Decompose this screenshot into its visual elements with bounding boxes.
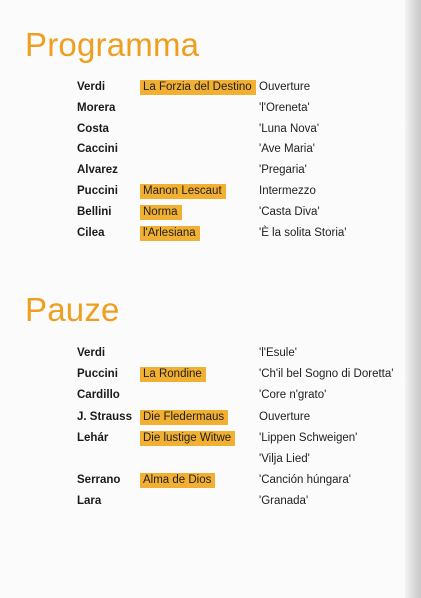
pauze-row xyxy=(0,388,405,408)
composer-name: Cilea xyxy=(77,226,105,239)
piece-title: Ouverture xyxy=(259,81,311,93)
opera-title-highlight: Norma xyxy=(140,205,182,220)
composer-name: Serrano xyxy=(77,474,121,487)
composer-name: Puccini xyxy=(77,185,118,197)
composer-name: Bellini xyxy=(77,205,112,218)
programma-row xyxy=(0,142,405,162)
programma-row xyxy=(0,205,405,225)
opera-title-highlight: Die Fledermaus xyxy=(140,410,228,425)
piece-title: 'Canción húngara' xyxy=(259,474,351,487)
composer-name: J. Strauss xyxy=(77,410,132,423)
programma-row xyxy=(0,101,405,121)
piece-title: 'Casta Diva' xyxy=(259,205,320,218)
composer-name: Cardillo xyxy=(77,389,120,402)
opera-title-highlight: Alma de Dios xyxy=(140,473,215,488)
piece-title: 'Pregaria' xyxy=(259,164,307,177)
composer-name: Lara xyxy=(77,495,102,508)
programma-row xyxy=(0,184,405,204)
piece-title: 'l'Esule' xyxy=(259,347,297,359)
programma-row xyxy=(0,226,405,246)
pauze-row xyxy=(0,431,405,451)
piece-title: 'Core n'grato' xyxy=(259,389,327,402)
composer-name: Lehár xyxy=(77,431,109,444)
programma-heading: Programma xyxy=(25,26,200,63)
pauze-row xyxy=(0,494,405,514)
opera-title-highlight: La Forzia del Destino xyxy=(140,80,256,95)
pauze-row xyxy=(0,346,405,366)
pauze-row xyxy=(0,410,405,430)
piece-title: 'Granada' xyxy=(259,495,309,508)
pauze-row xyxy=(0,452,405,472)
piece-title: 'Vilja Lied' xyxy=(259,453,310,465)
piece-title: 'È la solita Storia' xyxy=(259,226,347,239)
piece-title: Ouverture xyxy=(259,410,311,423)
pauze-row xyxy=(0,473,405,493)
piece-title: 'Lippen Schweigen' xyxy=(259,431,358,444)
piece-title: 'Luna Nova' xyxy=(259,122,320,135)
pauze-heading: Pauze xyxy=(25,291,120,328)
piece-title: 'l'Oreneta' xyxy=(259,101,310,114)
composer-name: Caccini xyxy=(77,143,118,156)
piece-title: Intermezzo xyxy=(259,185,316,197)
composer-name: Puccini xyxy=(77,368,118,381)
page-edge-shadow xyxy=(405,0,421,598)
programma-row xyxy=(0,163,405,183)
opera-title-highlight: l'Arlesiana xyxy=(140,226,200,241)
composer-name: Verdi xyxy=(77,347,106,359)
opera-title-highlight: La Rondine xyxy=(140,367,206,382)
composer-name: Morera xyxy=(77,101,116,114)
composer-name: Alvarez xyxy=(77,164,118,177)
opera-title-highlight: Die lustige Witwe xyxy=(140,431,235,446)
piece-title: 'Ave Maria' xyxy=(259,143,315,156)
programma-row xyxy=(0,122,405,142)
opera-title-highlight: Manon Lescaut xyxy=(140,184,226,199)
composer-name: Costa xyxy=(77,122,109,135)
programma-row xyxy=(0,80,405,100)
pauze-row xyxy=(0,367,405,387)
composer-name: Verdi xyxy=(77,81,106,93)
piece-title: 'Ch'il bel Sogno di Doretta' xyxy=(259,368,394,381)
